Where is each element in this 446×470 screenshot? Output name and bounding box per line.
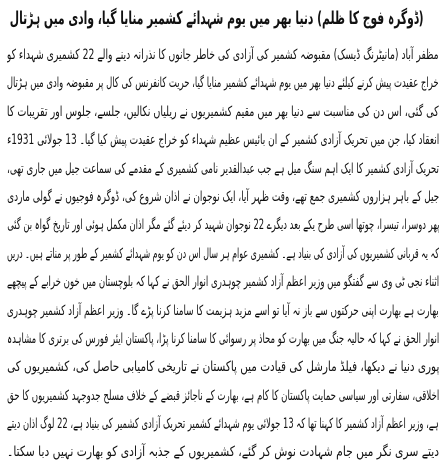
line-text: اثناء نجی ٹی وی سے گفتگو میں وزیر اعظم آزاد کشمیر چوہدری انوار الحق نے کہا کہ بلوچستان میں خون خرابے کے پیچھے (7, 274, 439, 291)
article-line (7, 352, 439, 380)
article-line (7, 182, 439, 210)
article-line (7, 296, 439, 324)
line-text: ہے، وزیر اعظم آزاد کشمیر کا کہنا تھا کہ 13 جولائی یوم شہدائے کشمیر تحریک آزادی کشمیر کی بنیاد ہے، 22 لوگ اذان دیتے (7, 416, 439, 433)
article-body (7, 40, 439, 466)
headline-text: (ڈوگرہ فوج کا ظلم) دنیا بھر میں یوم شہدائے کشمیر منایا گیا، وادی میں ہڑتال (10, 8, 424, 29)
line-text: جیل کے باہر ہزاروں کشمیری جمع تھے، وقت ظہر آیا، ایک نوجوان نے اذان شروع کی، ڈوگرہ فوجیوں نے گولی ماردی (7, 188, 439, 205)
article-line (7, 68, 439, 96)
article-line (7, 154, 439, 182)
article-line (7, 97, 439, 125)
line-text: اخلاقی، سفارتی اور سیاسی حمایت پاکستان کا کام ہے، بھارت کے ناجائز قبضے کے خلاف مسلح جدوجہد کشمیریوں کا حق (7, 387, 439, 404)
line-text: کہ یہ قربانی کشمیریوں کی آزادی کی بنیاد ہے۔ کشمیری عوام ہر سال اس دن کو یوم شہدائے کشمیر کے طور پر مناتے ہیں۔ دریں (7, 245, 439, 262)
line-text: تحریک آزادی کشمیر کا ایک اہم سنگ میل ہے جب عبدالقدیر نامی کشمیری کے مقدمے کی سماعت جیل میں جاری تھی، (7, 160, 439, 177)
article-line (7, 125, 439, 153)
line-text: خراج عقیدت پیش کرنے کیلئے دنیا بھر میں یوم شہدائے کشمیر منایا گیا، حریت کانفرنس کی کال پر مقبوضہ وادی میں ہڑتال (7, 75, 439, 92)
line-text: دیتے سری نگر میں جام شہادت نوش کر گئے، کشمیریوں کے جذبہ آزادی کو بھارت نہیں دبا سکتا۔ (7, 444, 439, 461)
line-text: مظفر آباد (مانیٹرنگ ڈیسک) مقبوضہ کشمیر کی آزادی کی خاطر جانوں کا نذرانہ دینے والے 22 کشمیری شہداء کو (7, 47, 439, 63)
line-text: پوری دنیا نے دیکھا، فیلڈ مارشل کی قیادت میں پاکستان نے تاریخی کامیابی حاصل کی، کشمیریوں کی (7, 359, 439, 376)
article-line (7, 40, 439, 68)
article-line (7, 210, 439, 238)
article-line (7, 239, 439, 267)
line-text: پھر دوسرا، تیسرا، چوتھا اسی طرح یکے بعد دیگرے 22 نوجوان شہید کر دیئے گئے مگر اذان مکمل ہوئی اور تاریخ گواہ بن گئی (7, 217, 439, 234)
article-line (7, 324, 439, 352)
article-line (7, 267, 439, 295)
article-line (7, 437, 439, 465)
line-text: بھارت ہے بھارت اپنی حرکتوں سے باز نہ آیا تو اسے مزید ہزیمت کا سامنا کرنا پڑے گا۔ وزیر اعظم آزاد کشمیر چوہدری (7, 302, 439, 319)
line-text: کی گئی، اس دن کی مناسبت سے دنیا بھر میں مقیم کشمیریوں نے ریلیاں نکالیں، جلسے، جلوس اور تقریبات کا (7, 103, 439, 120)
line-text: انوار الحق نے کہا کہ حالیہ جنگ میں بھارت کو محاذ پر رسوائی کا سامنا کرنا پڑا، پاکستان ایئر فورس کی برتری کا مشاہدہ (7, 330, 439, 347)
line-text: انعقاد کیا، جن میں تحریک آزادی کشمیر کے ان بائیس عظیم شہداء کو خراج عقیدت پیش کیا گیا۔ 13 جولائی 1931ء (7, 132, 439, 149)
article-headline (10, 4, 424, 34)
article-line (7, 409, 439, 437)
article-line (7, 381, 439, 409)
